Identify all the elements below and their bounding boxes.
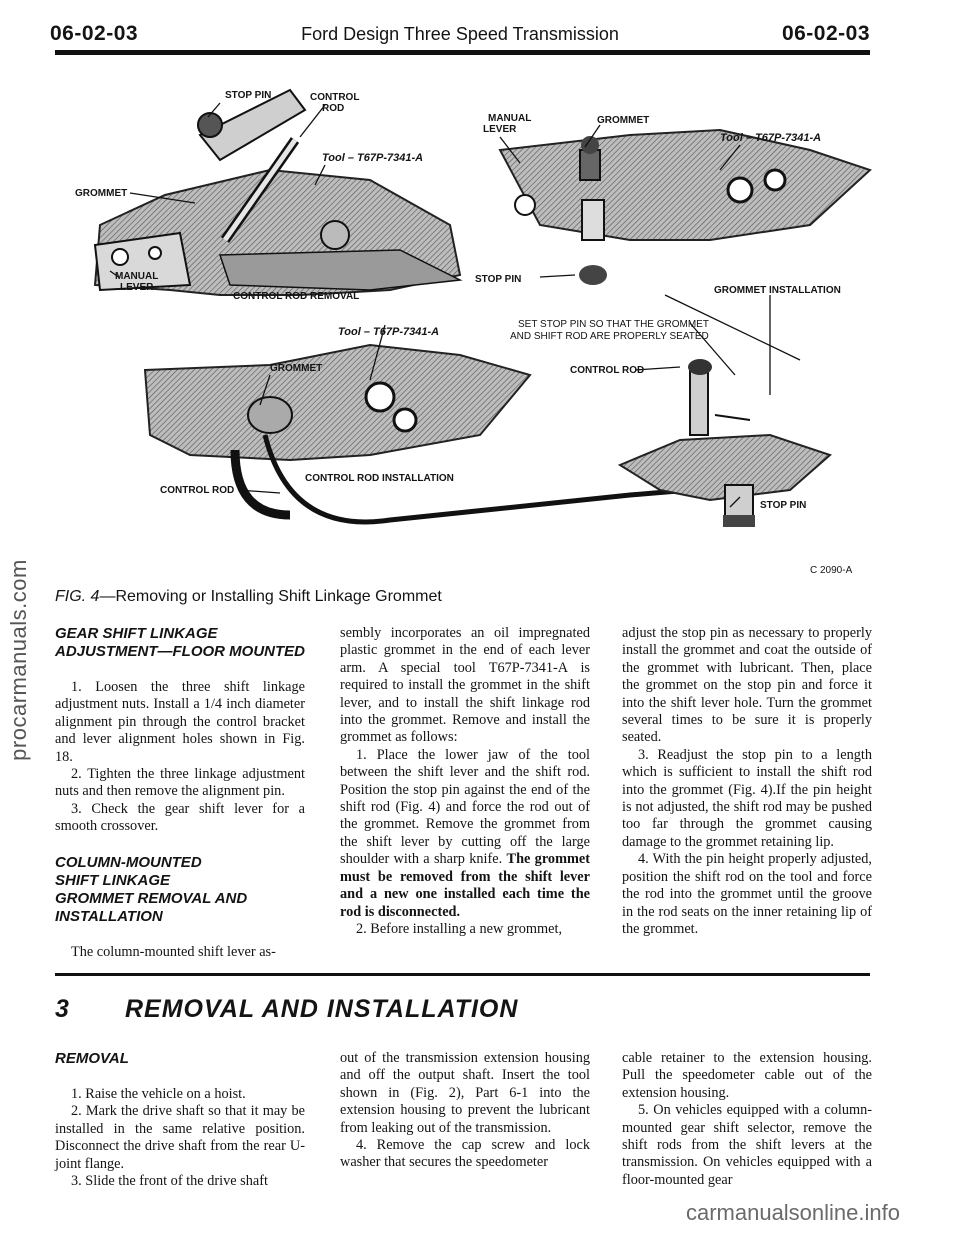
column-4 bbox=[55, 1050, 305, 1190]
page-number-right: 06-02-03 bbox=[781, 22, 870, 45]
column-5 bbox=[340, 1050, 590, 1172]
label-control-rod-lower: CONTROL ROD bbox=[160, 485, 235, 496]
paragraph: cable retainer to the extension housing. Pull the speedometer cable out of the extension housing. bbox=[622, 1050, 872, 1101]
heading-shift-linkage: SHIFT LINKAGE bbox=[55, 871, 170, 889]
label-control-rod-right: CONTROL ROD bbox=[570, 365, 645, 376]
column-1 bbox=[55, 625, 305, 961]
paragraph: out of the transmission extension housing and off the output shaft. Insert the tool shown in (Fig. 2), Part 6-1 into the extension housing to prevent the lubricant from leaking out of the transmission. bbox=[340, 1050, 590, 1136]
sidebar-watermark: procarmanuals.com bbox=[6, 559, 31, 761]
label-grommet-lower: GROMMET bbox=[270, 363, 323, 374]
label-stop-pin-mid: STOP PIN bbox=[475, 274, 522, 285]
label-set-stop-pin-2: AND SHIFT ROD ARE PROPERLY SEATED bbox=[510, 331, 709, 342]
figure-illustration bbox=[70, 75, 880, 585]
label-tool-3: Tool – T67P-7341-A bbox=[338, 326, 440, 338]
heading-adjustment-floor: ADJUSTMENT—FLOOR MOUNTED bbox=[55, 643, 305, 660]
heading-gear-shift-linkage: GEAR SHIFT LINKAGE bbox=[55, 625, 218, 642]
paragraph: 5. On vehicles equipped with a column-mounted gear shift selector, remove the shift rods from the shift levers at the transmission. On vehicles equipped with a floor-mounted gear bbox=[622, 1102, 872, 1188]
paragraph: sembly incorporates an oil impregnated plastic grommet in the end of each lever arm. A special tool T67P-7341-A is required to install the grommet in the shift lever, and to install the shift linkage rod into the grommet. Remove and install the grommet as follows: bbox=[340, 625, 590, 746]
section-number: 3 bbox=[55, 995, 70, 1023]
heading-installation: INSTALLATION bbox=[55, 907, 163, 925]
figure-caption-text: —Removing or Installing Shift Linkage Grommet bbox=[99, 588, 442, 605]
page-title: Ford Design Three Speed Transmission bbox=[301, 24, 619, 44]
figure-4 bbox=[70, 75, 880, 585]
label-control-rod-top: CONTROL bbox=[310, 92, 360, 103]
heading-column-mounted: COLUMN-MOUNTED bbox=[55, 853, 202, 871]
label-set-stop-pin: SET STOP PIN SO THAT THE GROMMET bbox=[518, 319, 709, 330]
label-control-rod-top-2: ROD bbox=[322, 103, 345, 114]
label-grommet-left: GROMMET bbox=[75, 188, 128, 199]
column-3 bbox=[622, 625, 872, 938]
label-grommet-mid: GROMMET bbox=[597, 115, 650, 126]
paragraph: 1. Place the lower jaw of the tool between the shift lever and the shift rod. Position the stop pin against the end of the shift rod (Fig. 4) and force the rod out of the grommet. Remove the grommet from the shift lever by cutting off the large shoulder with a sharp knife. The grommet must be removed from the shift lever and a new one installed each time the rod is disconnected. bbox=[340, 746, 590, 920]
label-manual-lever-mid: MANUAL bbox=[488, 113, 532, 124]
column-6 bbox=[622, 1050, 872, 1189]
paragraph: 1. Raise the vehicle on a hoist. bbox=[71, 1086, 246, 1102]
heading-removal: REMOVAL bbox=[55, 1050, 129, 1067]
paragraph: 4. Remove the cap screw and lock washer that secures the speedometer bbox=[340, 1137, 590, 1171]
warning-text: The grommet must be removed from the shift lever and a new one installed each time the rod is disconnected. bbox=[340, 851, 590, 920]
figure-caption bbox=[55, 588, 442, 606]
figure-code: C 2090-A bbox=[810, 565, 853, 576]
paragraph: adjust the stop pin as necessary to properly install the grommet and coat the outside of the grommet with lubricant. Then, place the grommet on the stop pin and force it into the shift lever hole. Turn the grommet several times to be sure it is properly seated. bbox=[622, 625, 872, 746]
paragraph: 2. Tighten the three linkage adjustment nuts and then remove the alignment pin. bbox=[55, 766, 305, 800]
figure-number: FIG. 4 bbox=[55, 588, 100, 605]
label-grommet-installation: GROMMET INSTALLATION bbox=[714, 285, 841, 296]
section-heading bbox=[55, 995, 518, 1024]
paragraph: 4. With the pin height properly adjusted, position the shift rod on the tool and force the rod into the grommet until the groove in the rod seats on the inner retaining lip of the grommet. bbox=[622, 851, 872, 937]
label-control-rod-installation: CONTROL ROD INSTALLATION bbox=[305, 473, 454, 484]
label-manual-lever-left: MANUAL bbox=[115, 271, 159, 282]
label-manual-lever-left-2: LEVER bbox=[120, 282, 154, 293]
heading-grommet-removal: GROMMET REMOVAL AND bbox=[55, 889, 248, 907]
column-2 bbox=[340, 625, 590, 938]
paragraph: The column-mounted shift lever as- bbox=[71, 943, 276, 960]
paragraph: 2. Before installing a new grommet, bbox=[356, 920, 563, 937]
section-title: REMOVAL AND INSTALLATION bbox=[125, 995, 519, 1023]
label-stop-pin-top: STOP PIN bbox=[225, 90, 272, 101]
paragraph: 2. Mark the drive shaft so that it may be installed in the same relative position. Disconnect the drive shaft from the rear U-joint flange. bbox=[55, 1103, 305, 1172]
label-tool-2: Tool – T67P-7341-A bbox=[720, 132, 822, 144]
paragraph: 3. Readjust the stop pin to a length which is sufficient to install the shift rod into the grommet (Fig. 4).If the pin height is not adjusted, the shift rod may be pushed too far through the grommet causing damage to the grommet retaining lip. bbox=[622, 746, 872, 850]
section-rule bbox=[55, 973, 870, 976]
paragraph: 1. Loosen the three shift linkage adjustment nuts. Install a 1/4 inch diameter alignment pin through the control bracket and lever alignment holes shown in Fig. 18. bbox=[55, 679, 305, 765]
label-tool-1: Tool – T67P-7341-A bbox=[322, 152, 424, 164]
footer-watermark: carmanualsonline.info bbox=[685, 1200, 900, 1225]
grommet-installation-illustration bbox=[500, 130, 870, 285]
paragraph: 3. Check the gear shift lever for a smooth crossover. bbox=[55, 800, 305, 835]
label-control-rod-removal: CONTROL ROD REMOVAL bbox=[233, 291, 360, 302]
control-rod-removal-illustration bbox=[95, 90, 460, 295]
page-number-left: 06-02-03 bbox=[50, 22, 139, 45]
label-stop-pin-lower: STOP PIN bbox=[760, 500, 807, 511]
header-rule bbox=[55, 50, 870, 55]
label-manual-lever-mid-2: LEVER bbox=[483, 124, 517, 135]
paragraph: 3. Slide the front of the drive shaft bbox=[71, 1173, 268, 1190]
